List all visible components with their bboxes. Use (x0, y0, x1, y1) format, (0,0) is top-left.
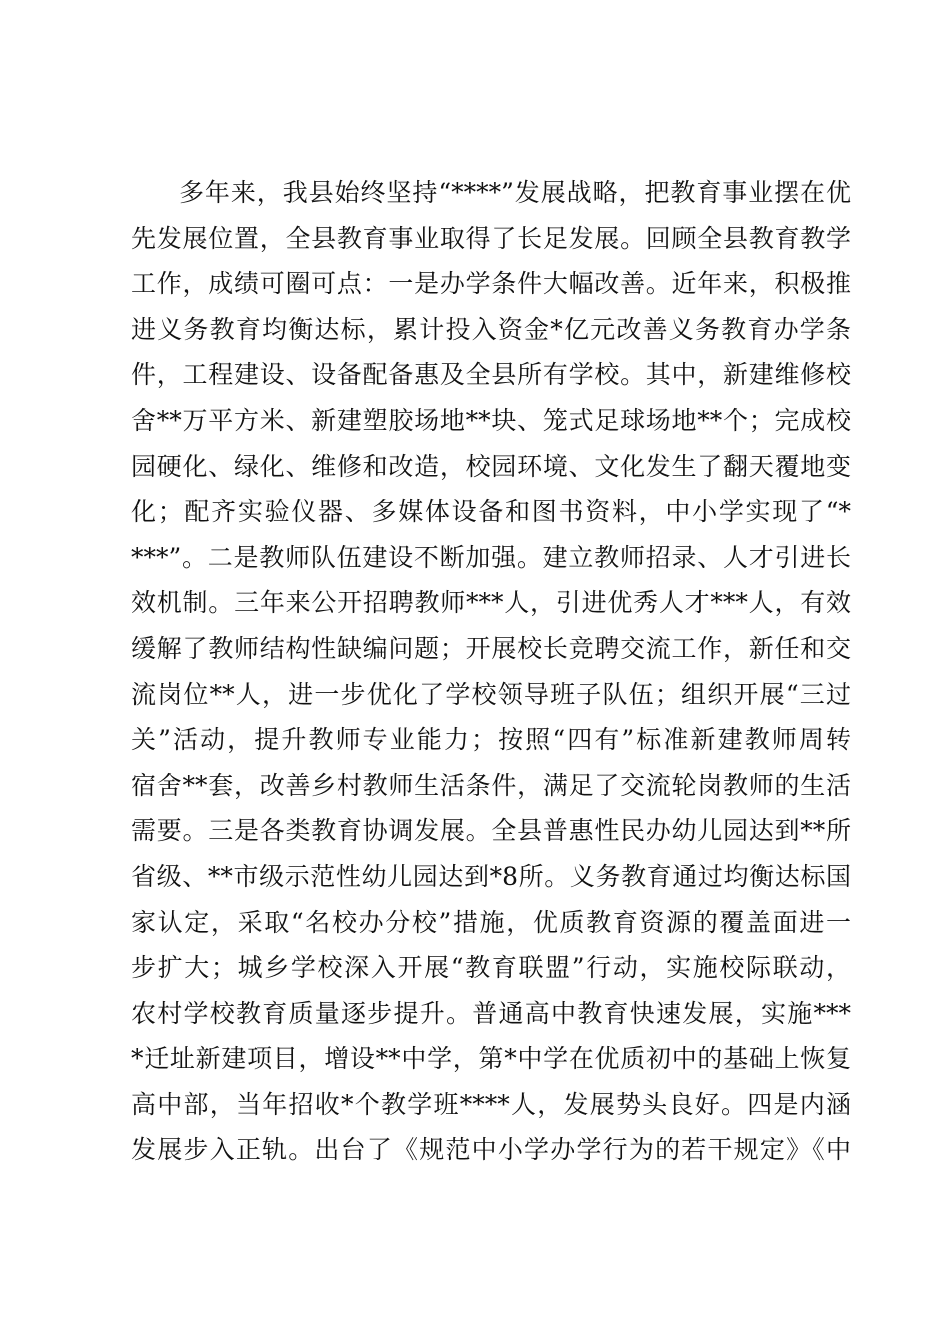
text-line: 缓解了教师结构性缺编问题；开展校长竞聘交流工作，新任和交 (131, 633, 851, 663)
body-paragraph (131, 170, 851, 1173)
text-line: 家认定，采取“名校办分校”措施，优质教育资源的覆盖面进一 (131, 907, 851, 937)
text-line: 关”活动，提升教师专业能力；按照“四有”标准新建教师周转 (131, 725, 851, 755)
text-line: 效机制。三年来公开招聘教师***人，引进优秀人才***人，有效 (131, 588, 851, 618)
text-line: ***”。二是教师队伍建设不断加强。建立教师招录、人才引进长 (131, 542, 851, 572)
text-line: *迁址新建项目，增设**中学，第*中学在优质初中的基础上恢复 (131, 1044, 851, 1074)
text-line: 舍**万平方米、新建塑胶场地**块、笼式足球场地**个；完成校 (131, 405, 851, 435)
text-line: 需要。三是各类教育协调发展。全县普惠性民办幼儿园达到**所 (131, 816, 851, 846)
text-line: 先发展位置，全县教育事业取得了长足发展。回顾全县教育教学 (131, 223, 851, 253)
text-line: 工作，成绩可圈可点：一是办学条件大幅改善。近年来，积极推 (131, 269, 851, 299)
text-line: 农村学校教育质量逐步提升。普通高中教育快速发展，实施*** (131, 998, 851, 1028)
text-line: 多年来，我县始终坚持“****”发展战略，把教育事业摆在优 (179, 178, 851, 207)
text-line: 发展步入正轨。出台了《规范中小学办学行为的若干规定》《中 (131, 1135, 851, 1165)
text-line: 件，工程建设、设备配备惠及全县所有学校。其中，新建维修校 (131, 360, 851, 390)
text-line: 宿舍**套，改善乡村教师生活条件，满足了交流轮岗教师的生活 (131, 770, 851, 800)
text-line: 省级、**市级示范性幼儿园达到*8所。义务教育通过均衡达标国 (131, 861, 851, 891)
text-line: 流岗位**人，进一步优化了学校领导班子队伍；组织开展“三过 (131, 679, 851, 709)
text-line: 步扩大；城乡学校深入开展“教育联盟”行动，实施校际联动， (131, 953, 851, 983)
text-line: 化；配齐实验仪器、多媒体设备和图书资料，中小学实现了“* (131, 497, 851, 527)
text-line: 高中部，当年招收*个教学班****人，发展势头良好。四是内涵 (131, 1089, 851, 1119)
text-line: 园硬化、绿化、维修和改造，校园环境、文化发生了翻天覆地变 (131, 451, 851, 481)
text-line: 进义务教育均衡达标，累计投入资金*亿元改善义务教育办学条 (131, 314, 851, 344)
